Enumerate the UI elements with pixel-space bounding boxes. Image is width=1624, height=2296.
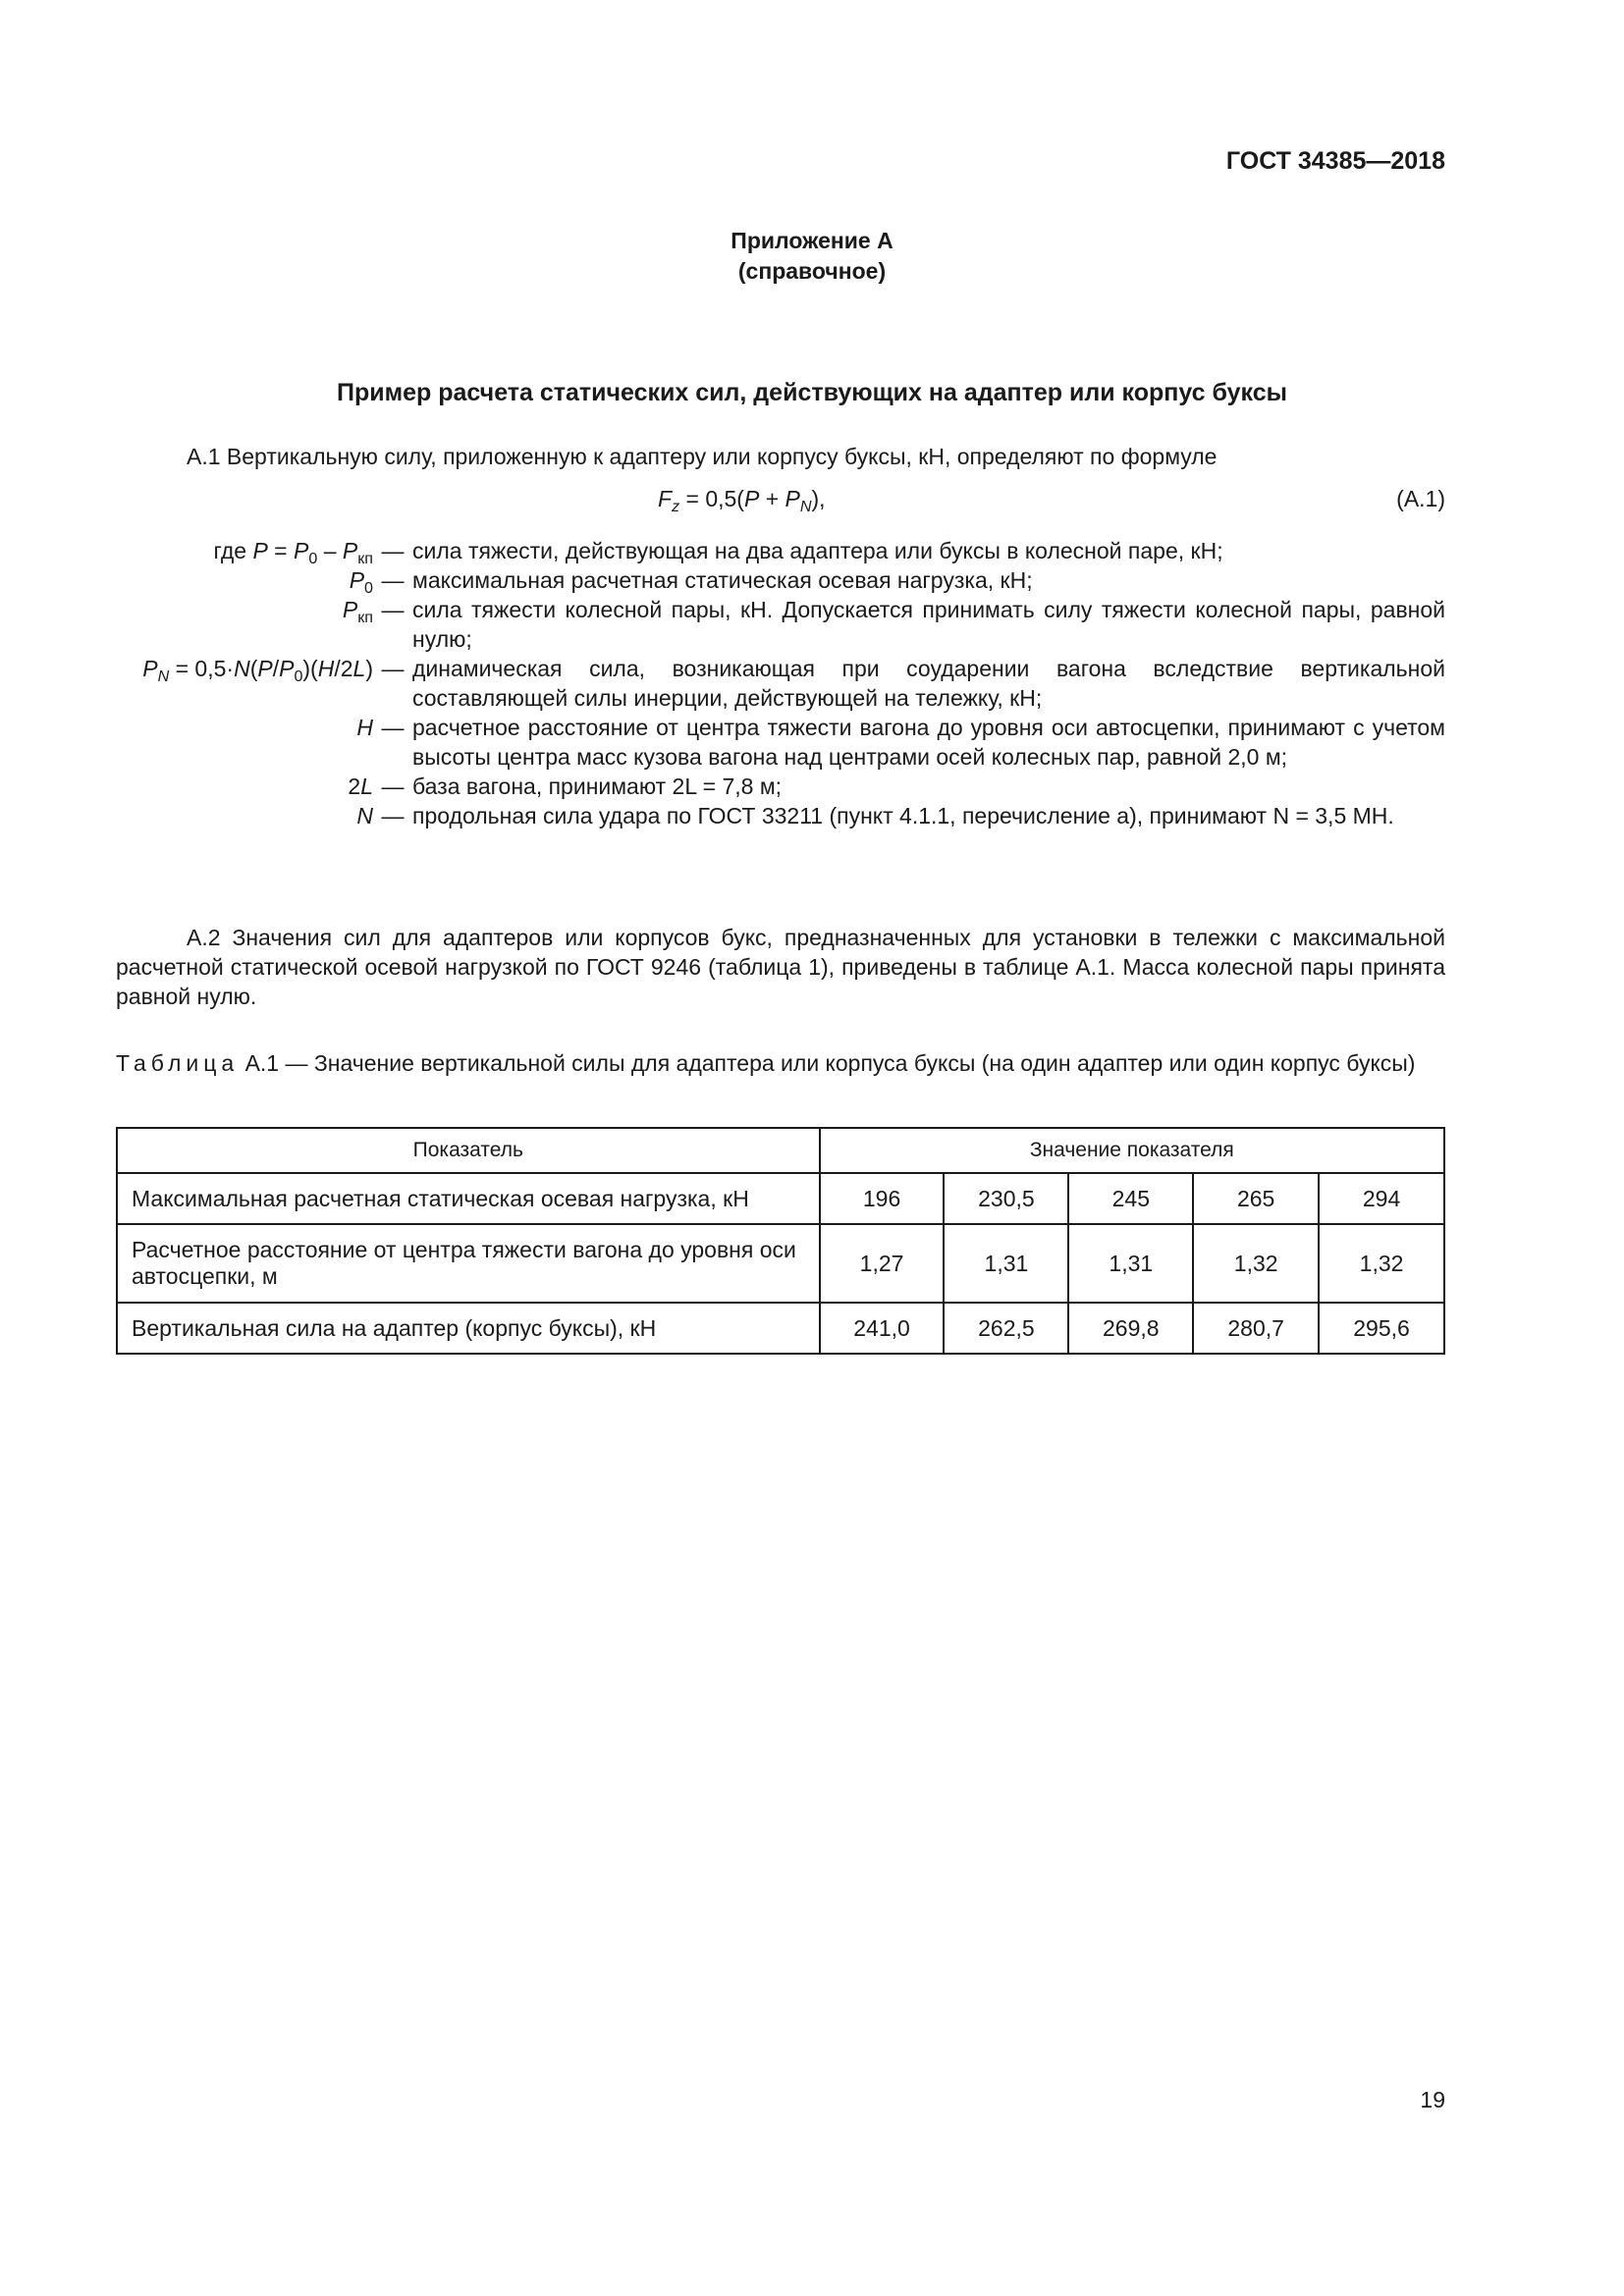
definition-text: продольная сила удара по ГОСТ 33211 (пункт 4.1.1, перечисление а), принимают N = 3,5 МН. bbox=[412, 803, 1394, 828]
column-header-indicator: Показатель bbox=[117, 1128, 820, 1173]
definition-symbol: $P_N = 0,5\cdot N(P/P_0)(H/2L)$ bbox=[142, 656, 373, 685]
definition-text: база вагона, принимают 2L = 7,8 м; bbox=[412, 774, 783, 799]
values-table bbox=[116, 1127, 1445, 1355]
table-cell: 265 bbox=[1193, 1173, 1319, 1224]
table-cell: 294 bbox=[1319, 1173, 1444, 1224]
definition-text: динамическая сила, возникающая при соударении вагона вследствие вертикальной составляющей силы инерции, действующей на тележку, кН; bbox=[412, 656, 1445, 711]
section-heading: Пример расчета статических сил, действующих на адаптер или корпус буксы bbox=[337, 379, 1287, 406]
definition-text: сила тяжести колесной пары, кН. Допускается принимать силу тяжести колесной пары, равной нулю; bbox=[412, 597, 1445, 652]
definition-item: $P_N = 0,5\cdot N(P/P_0)(H/2L)$ — динамическая сила, возникающая при соударении вагона вследствие вертикальной составляющей силы инерции, действующей на тележку, кН; bbox=[108, 654, 1445, 713]
formula-number: (А.1) bbox=[1396, 486, 1445, 511]
table-cell: 230,5 bbox=[944, 1173, 1068, 1224]
table-cell: 262,5 bbox=[944, 1303, 1068, 1354]
definition-symbol: $P_0$ bbox=[349, 567, 373, 597]
annex-subtitle: (справочное) bbox=[737, 258, 887, 284]
definition-symbol: N bbox=[356, 803, 373, 828]
definition-text: расчетное расстояние от центра тяжести вагона до уровня оси автосцепки, принимают с учетом высоты центра масс кузова вагона над центрами осей колесных пар, равной 2,0 м; bbox=[412, 715, 1445, 770]
formula-a1: $F_z = 0,5(P + P_N)$, bbox=[658, 486, 826, 515]
definition-symbol: $P_{кп}$ bbox=[342, 597, 373, 626]
table-caption-label: Таблица bbox=[116, 1050, 240, 1076]
definitions-list bbox=[108, 536, 1445, 830]
definition-text: сила тяжести, действующая на два адаптера или буксы в колесной паре, кН; bbox=[412, 538, 1223, 563]
table-row bbox=[117, 1303, 1444, 1354]
table-cell: 196 bbox=[820, 1173, 945, 1224]
table-cell: 241,0 bbox=[820, 1303, 945, 1354]
table-cell: 269,8 bbox=[1068, 1303, 1193, 1354]
definition-symbol: H bbox=[356, 715, 373, 740]
row-label: Максимальная расчетная статическая осевая нагрузка, кН bbox=[117, 1173, 820, 1224]
table-cell: 1,31 bbox=[944, 1224, 1068, 1303]
standard-number: ГОСТ 34385—2018 bbox=[1225, 147, 1445, 175]
definition-symbol: где $P = P_0 - P_{кп}$ bbox=[213, 538, 373, 567]
definition-item: $P_0$ — максимальная расчетная статическая осевая нагрузка, кН; bbox=[108, 565, 1445, 595]
table-row bbox=[117, 1173, 1444, 1224]
table-caption-text: А.1 — Значение вертикальной силы для адаптера или корпуса буксы (на один адаптер или один корпус буксы) bbox=[244, 1050, 1416, 1076]
table-cell: 295,6 bbox=[1319, 1303, 1444, 1354]
table-cell: 1,32 bbox=[1319, 1224, 1444, 1303]
paragraph-a1: А.1 Вертикальную силу, приложенную к адаптеру или корпусу буксы, кН, определяют по формуле bbox=[187, 444, 1218, 469]
table-row bbox=[117, 1224, 1444, 1303]
definition-item: 2L — база вагона, принимают 2L = 7,8 м; bbox=[108, 772, 1445, 801]
page-number: 19 bbox=[1420, 2087, 1445, 2112]
table-cell: 1,31 bbox=[1068, 1224, 1193, 1303]
definition-symbol: 2L bbox=[348, 774, 373, 799]
table-cell: 1,32 bbox=[1193, 1224, 1319, 1303]
definition-item: N — продольная сила удара по ГОСТ 33211 (пункт 4.1.1, перечисление а), принимают N = 3,5 МН. bbox=[108, 801, 1445, 830]
column-header-value: Значение показателя bbox=[820, 1128, 1444, 1173]
annex-title: Приложение А bbox=[731, 228, 893, 253]
paragraph-a2: А.2 Значения сил для адаптеров или корпусов букс, предназначенных для установки в тележки с максимальной расчетной статической осевой нагрузкой по ГОСТ 9246 (таблица 1), приведены в таблице А.1. Масса колесной пары принята равной нулю. bbox=[116, 925, 1445, 1009]
table-cell: 245 bbox=[1068, 1173, 1193, 1224]
table-cell: 280,7 bbox=[1193, 1303, 1319, 1354]
row-label: Расчетное расстояние от центра тяжести вагона до уровня оси автосцепки, м bbox=[117, 1224, 820, 1303]
definition-item: $P_{кп}$ — сила тяжести колесной пары, кН. Допускается принимать силу тяжести колесной пары, равной нулю; bbox=[108, 595, 1445, 654]
definition-text: максимальная расчетная статическая осевая нагрузка, кН; bbox=[412, 567, 1033, 593]
table-caption bbox=[116, 1048, 1445, 1078]
definition-item: где $P = P_0 - P_{кп}$ — сила тяжести, действующая на два адаптера или буксы в колесной паре, кН; bbox=[108, 536, 1445, 565]
definition-item: H — расчетное расстояние от центра тяжести вагона до уровня оси автосцепки, принимают с учетом высоты центра масс кузова вагона над центрами осей колесных пар, равной 2,0 м; bbox=[108, 713, 1445, 772]
table-cell: 1,27 bbox=[820, 1224, 945, 1303]
row-label: Вертикальная сила на адаптер (корпус буксы), кН bbox=[117, 1303, 820, 1354]
